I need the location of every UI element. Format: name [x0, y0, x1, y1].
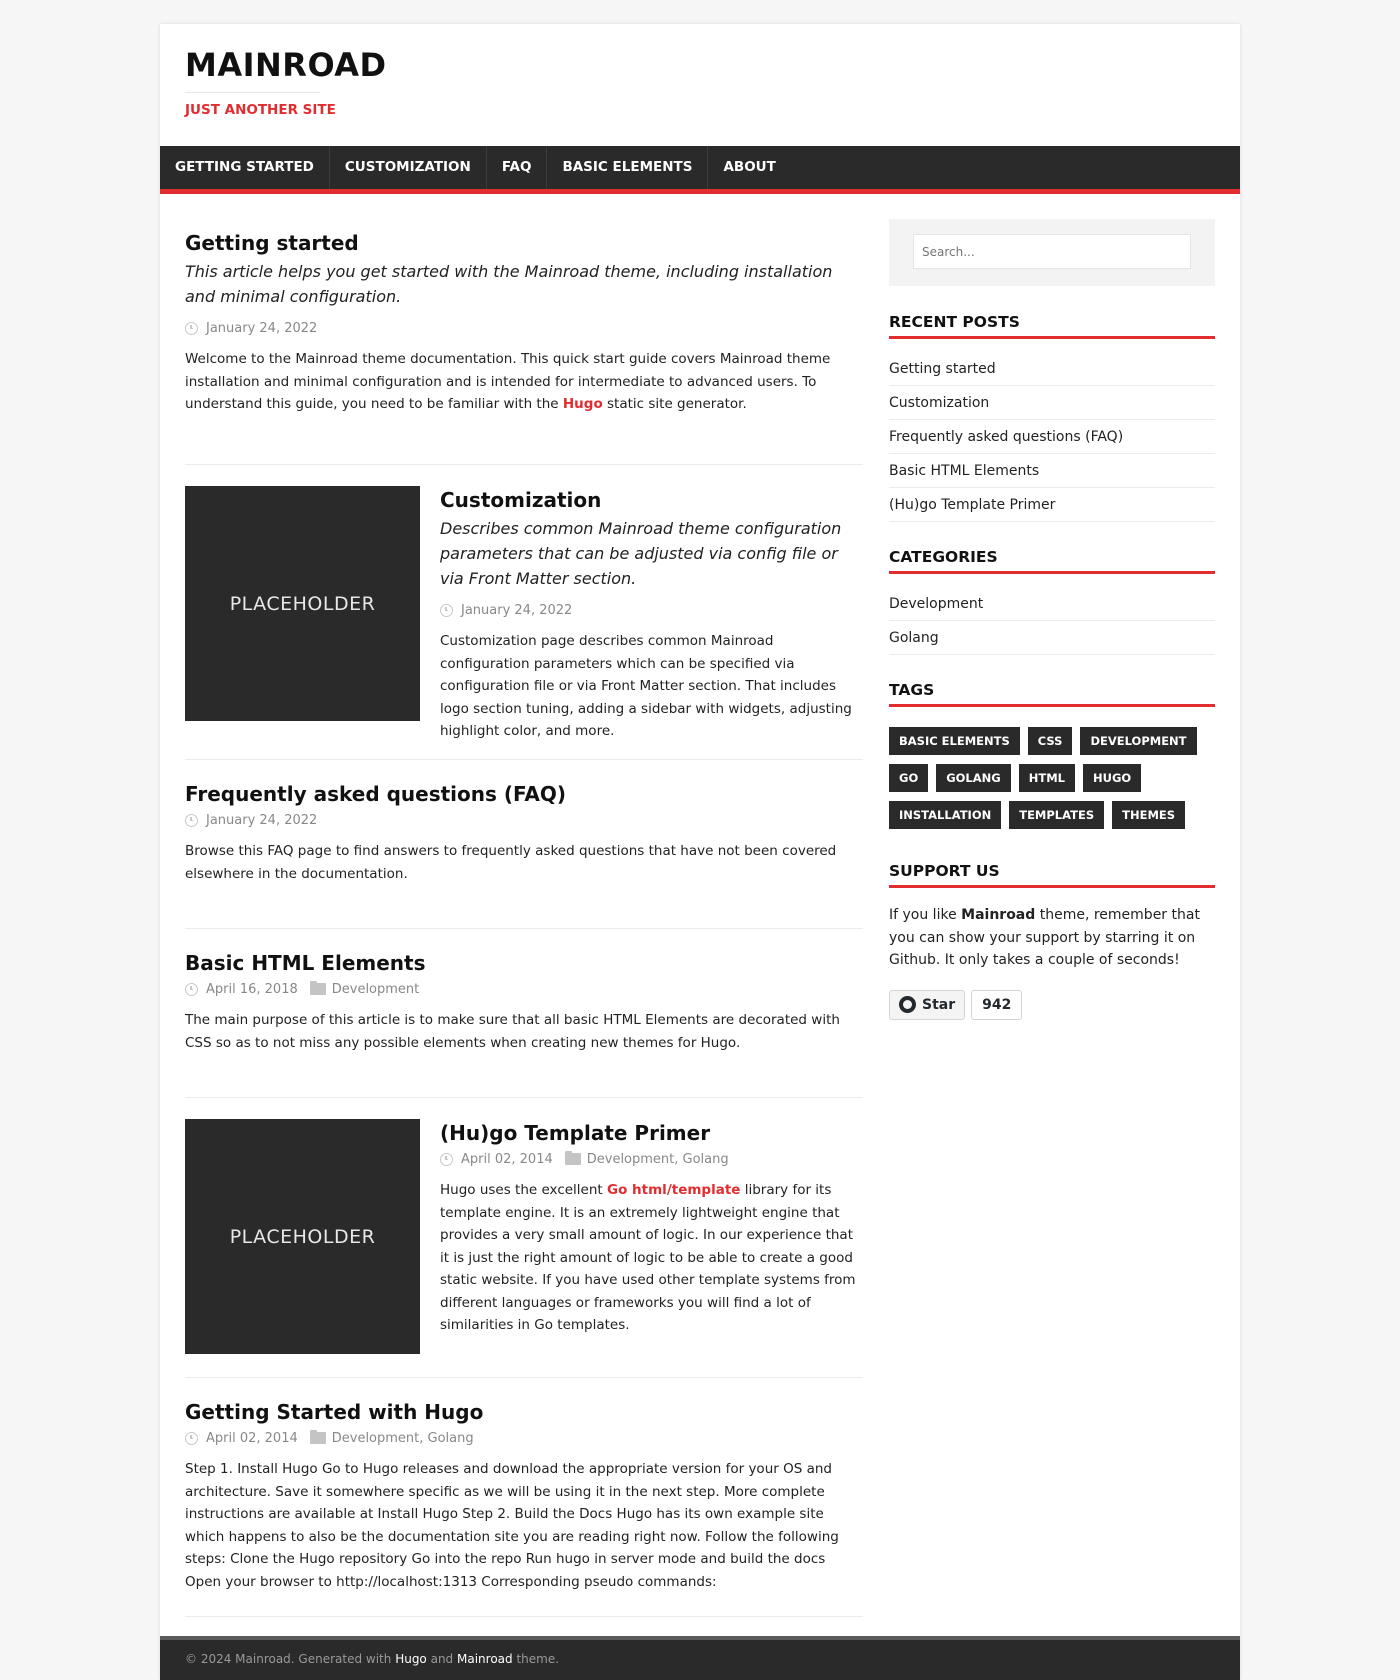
- post-date: [185, 1431, 298, 1446]
- clock-icon: [440, 1153, 453, 1166]
- menu-item-getting-started[interactable]: GETTING STARTED: [160, 146, 330, 189]
- post-title[interactable]: Frequently asked questions (FAQ): [185, 782, 567, 806]
- recent-post-link[interactable]: Customization: [889, 386, 1215, 420]
- footer: [160, 1636, 1240, 1680]
- post-category-link[interactable]: Development: [331, 981, 420, 997]
- post-title[interactable]: Getting Started with Hugo: [185, 1400, 484, 1424]
- post-excerpt: [440, 1179, 863, 1337]
- tag-cloud: [889, 727, 1215, 829]
- tag-golang[interactable]: GOLANG: [936, 764, 1011, 792]
- recent-post-link[interactable]: Frequently asked questions (FAQ): [889, 420, 1215, 454]
- post-lead: Describes common Mainroad theme configuration parameters that can be adjusted via config file or via Front Matter section.: [440, 519, 842, 588]
- post-thumbnail[interactable]: PLACEHOLDER: [185, 1119, 420, 1354]
- footer-mainroad-link[interactable]: Mainroad: [457, 1652, 513, 1666]
- search-input[interactable]: [913, 234, 1191, 269]
- clock-icon: [440, 604, 453, 617]
- excerpt-text: static site generator.: [602, 396, 747, 412]
- site-title[interactable]: MAINROAD: [185, 46, 387, 84]
- post-category-link[interactable]: Development, Golang: [331, 1430, 474, 1446]
- post-date: [185, 321, 317, 336]
- widget-title: SUPPORT US: [889, 862, 1215, 888]
- clock-icon: [185, 814, 198, 827]
- clock-icon: [185, 1432, 198, 1445]
- post-customization: [185, 465, 863, 760]
- tags-widget: [889, 681, 1215, 829]
- site-logo: [185, 46, 387, 118]
- go-html-template-link[interactable]: Go html/template: [607, 1182, 741, 1198]
- support-text-bold: Mainroad: [961, 907, 1036, 923]
- widget-title: CATEGORIES: [889, 548, 1215, 574]
- folder-icon: [310, 1432, 326, 1444]
- clock-icon: [185, 322, 198, 335]
- excerpt-text: library for its template engine. It is an extremely lightweight engine that provides a very small amount of logic. In our experience that it is just the right amount of logic to be able to create a good static website. If you have used other template systems from different languages or frameworks you will find a lot of similarities in Go templates.: [440, 1182, 856, 1333]
- main-menu: [160, 146, 1240, 194]
- post-categories: [565, 1152, 729, 1167]
- post-date: [440, 603, 572, 618]
- post-title[interactable]: (Hu)go Template Primer: [440, 1121, 711, 1145]
- excerpt-text: Welcome to the Mainroad theme documentation. This quick start guide covers Mainroad theme installation and minimal configuration and is intended for intermediate to advanced users. To understand this guide, you need to be familiar with the: [185, 351, 831, 412]
- post-title[interactable]: Customization: [440, 488, 602, 512]
- footer-text: and: [426, 1652, 457, 1666]
- footer-text: theme.: [512, 1652, 560, 1666]
- hugo-link[interactable]: Hugo: [562, 396, 603, 412]
- category-link[interactable]: Golang: [889, 621, 1215, 655]
- search-widget: [889, 219, 1215, 286]
- category-link[interactable]: Development: [889, 587, 1215, 621]
- github-star-widget: [889, 990, 1215, 1020]
- categories-list: [889, 587, 1215, 655]
- post-title[interactable]: Getting started: [185, 231, 359, 255]
- folder-icon: [565, 1153, 581, 1165]
- star-count[interactable]: 942: [971, 990, 1022, 1020]
- post-body: [440, 486, 863, 743]
- post-getting-started: [185, 219, 863, 465]
- logo-divider: [185, 92, 320, 93]
- tag-basic-elements[interactable]: BASIC ELEMENTS: [889, 727, 1020, 755]
- tag-html[interactable]: HTML: [1019, 764, 1075, 792]
- star-label: Star: [922, 996, 956, 1013]
- footer-text: © 2024 Mainroad. Generated with: [185, 1652, 396, 1666]
- post-excerpt: Step 1. Install Hugo Go to Hugo releases and download the appropriate version for your OS and architecture. Save it somewhere specific as we will be using it in the next step. More complete instructions are available at Install Hugo Step 2. Build the Docs Hugo has its own example site which happens to also be the documentation site you are reading right now. Follow the following steps: Clone the Hugo repository Go into the repo Run hugo in server mode and build the docs Open your browser to http://localhost:1313 Corresponding pseudo commands:: [185, 1461, 839, 1590]
- post-meta: [440, 601, 863, 619]
- post-excerpt: Browse this FAQ page to find answers to frequently asked questions that have not been covered elsewhere in the documentation.: [185, 843, 837, 882]
- tag-css[interactable]: CSS: [1028, 727, 1073, 755]
- widget-title: TAGS: [889, 681, 1215, 707]
- folder-icon: [310, 983, 326, 995]
- site-subtitle: JUST ANOTHER SITE: [185, 102, 336, 118]
- menu-item-customization[interactable]: CUSTOMIZATION: [330, 146, 487, 189]
- github-icon: [899, 996, 916, 1013]
- recent-post-link[interactable]: Getting started: [889, 352, 1215, 386]
- post-meta: [185, 1429, 863, 1447]
- post-meta: [185, 980, 863, 998]
- post-date-text: April 02, 2014: [461, 1151, 553, 1167]
- post-excerpt: Customization page describes common Mainroad configuration parameters which can be specified via configuration file or via Front Matter section. That includes logo section tuning, adding a sidebar with widgets, adjusting highlight color, and more.: [440, 633, 852, 739]
- post-date: [440, 1152, 553, 1167]
- menu-item-basic-elements[interactable]: BASIC ELEMENTS: [547, 146, 708, 189]
- post-date-text: April 16, 2018: [206, 981, 298, 997]
- post-meta: [185, 319, 863, 337]
- post-meta: [440, 1150, 863, 1168]
- support-widget: [889, 862, 1215, 1020]
- tag-hugo[interactable]: HUGO: [1083, 764, 1141, 792]
- widget-title: RECENT POSTS: [889, 313, 1215, 339]
- post-faq: [185, 760, 863, 929]
- footer-hugo-link[interactable]: Hugo: [395, 1652, 427, 1666]
- support-text: [889, 904, 1215, 972]
- post-list: [185, 219, 863, 1617]
- excerpt-text: Hugo uses the excellent: [440, 1182, 607, 1198]
- support-text-part: If you like: [889, 907, 962, 923]
- recent-post-link[interactable]: (Hu)go Template Primer: [889, 488, 1215, 522]
- post-categories: [310, 1431, 474, 1446]
- categories-widget: [889, 548, 1215, 655]
- menu-item-about[interactable]: ABOUT: [723, 159, 776, 175]
- tag-installation[interactable]: INSTALLATION: [889, 801, 1001, 829]
- tag-development[interactable]: DEVELOPMENT: [1080, 727, 1196, 755]
- post-excerpt: The main purpose of this article is to make sure that all basic HTML Elements are decorated with CSS so as to not miss any possible elements when creating new themes for Hugo.: [185, 1012, 840, 1051]
- post-date-text: January 24, 2022: [461, 602, 573, 618]
- post-date: [185, 982, 298, 997]
- recent-posts-list: [889, 352, 1215, 522]
- post-date-text: January 24, 2022: [206, 812, 318, 828]
- post-hugo-template-primer: [185, 1098, 863, 1378]
- clock-icon: [185, 983, 198, 996]
- post-getting-started-with-hugo: [185, 1378, 863, 1617]
- github-star-button[interactable]: [889, 990, 965, 1020]
- post-categories: [310, 982, 420, 997]
- sidebar: [889, 219, 1215, 1020]
- recent-post-link[interactable]: Basic HTML Elements: [889, 454, 1215, 488]
- post-date-text: April 02, 2014: [206, 1430, 298, 1446]
- recent-posts-widget: [889, 313, 1215, 522]
- post-date-text: January 24, 2022: [206, 320, 318, 336]
- post-basic-html-elements: [185, 929, 863, 1098]
- post-lead: This article helps you get started with the Mainroad theme, including installation and minimal configuration.: [185, 262, 833, 306]
- tag-themes[interactable]: THEMES: [1112, 801, 1185, 829]
- post-category-link[interactable]: Development, Golang: [586, 1151, 729, 1167]
- tag-go[interactable]: GO: [889, 764, 928, 792]
- post-excerpt: [185, 348, 863, 416]
- menu-item-faq[interactable]: FAQ: [487, 146, 548, 189]
- tag-templates[interactable]: TEMPLATES: [1009, 801, 1104, 829]
- post-thumbnail[interactable]: PLACEHOLDER: [185, 486, 420, 721]
- post-body: [440, 1119, 863, 1337]
- support-text-part: theme, remember that you can show your support by starring it on Github. It only takes a couple of seconds!: [889, 907, 1200, 968]
- post-date: [185, 813, 317, 828]
- post-meta: [185, 811, 863, 829]
- page-container: [160, 24, 1240, 1680]
- post-title[interactable]: Basic HTML Elements: [185, 951, 426, 975]
